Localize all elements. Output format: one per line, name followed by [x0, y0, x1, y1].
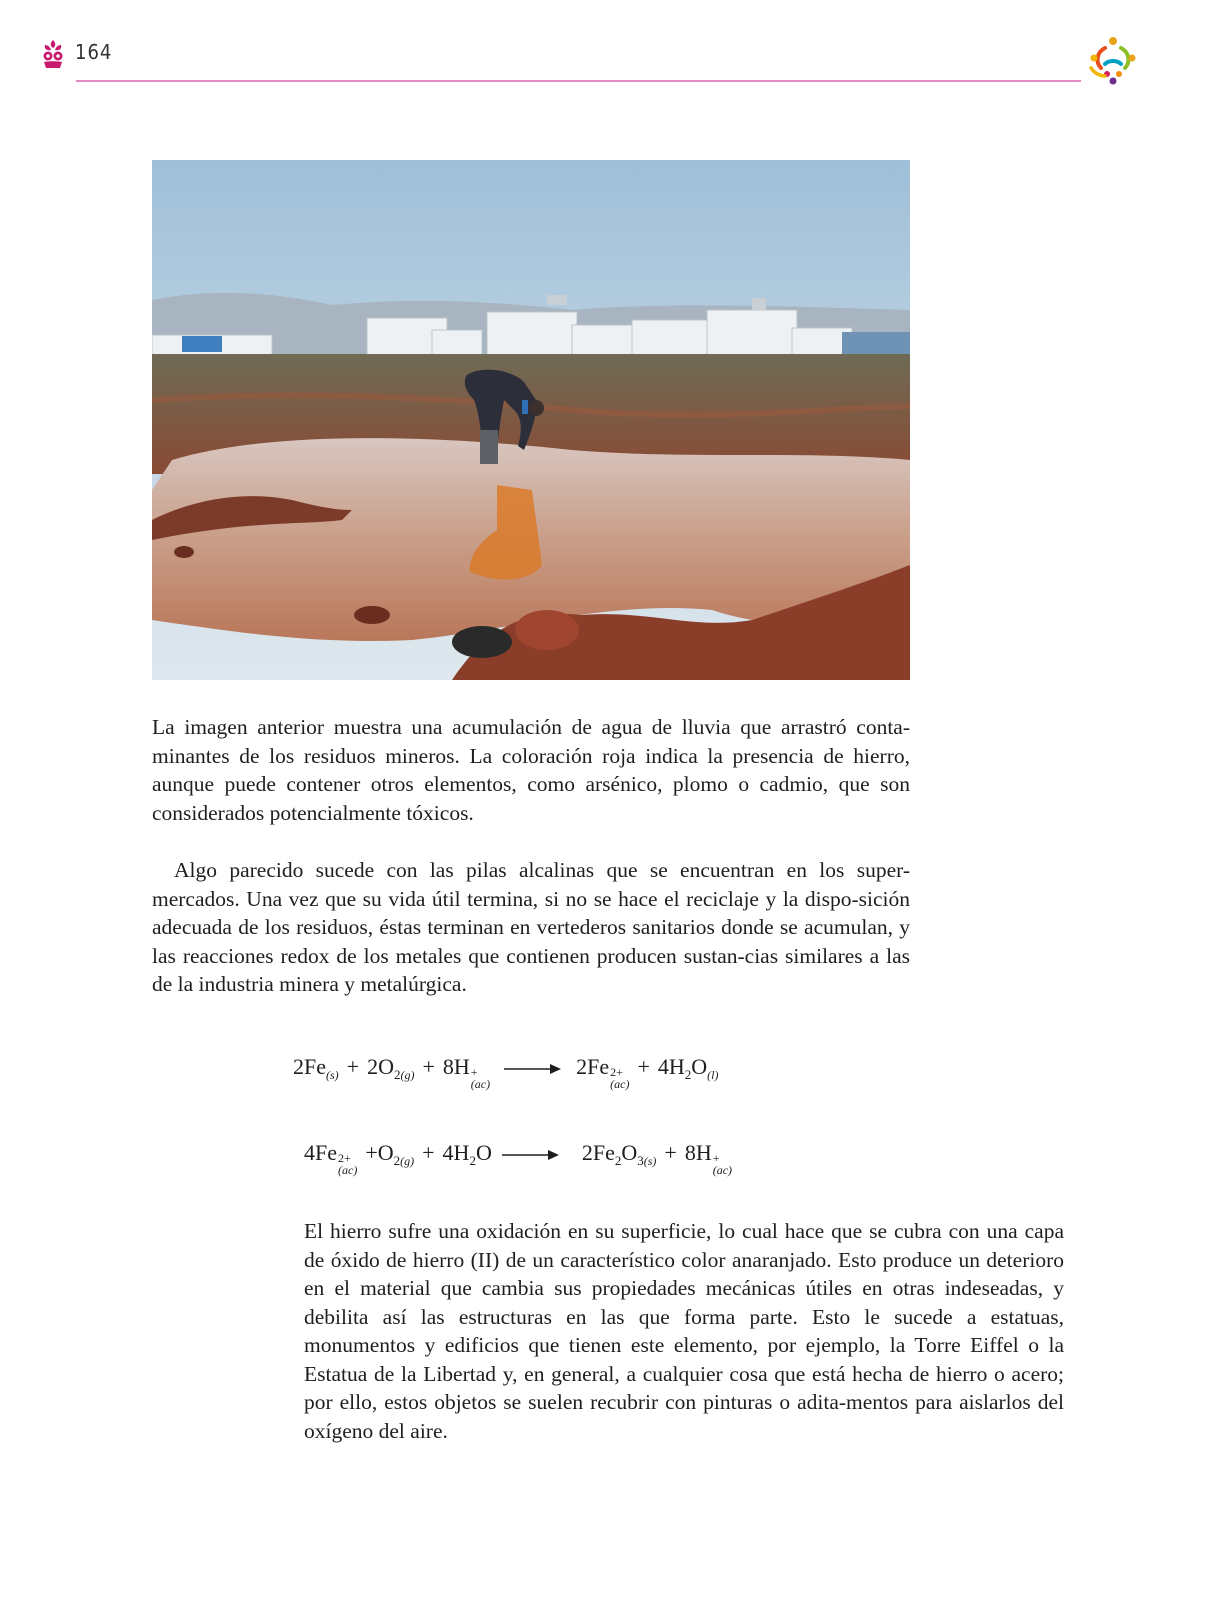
equation-iron-oxidation-1: 2Fe (s) + 2O 2 (g) + 8H + (ac) 2Fe 2+ (ac) + 4H 2 O (l) [293, 1054, 719, 1091]
eq1-term-h: 8H + (ac) [442, 1054, 491, 1091]
eq1-term-h2o: 4H 2 O (l) [657, 1054, 719, 1082]
header-rule [76, 80, 1081, 82]
page-header [0, 0, 1214, 100]
photo-red-rainwater-puddle [152, 160, 910, 680]
eq1-term-fe2: 2Fe 2+ (ac) [576, 1054, 630, 1091]
eq1-term-o2: 2O 2 (g) [367, 1054, 415, 1082]
paragraph-iron-oxidation: El hierro sufre una oxidación en su superficie, lo cual hace que se cubra con una capa de óxido de hierro (II) de un característico color anaranjado. Esto produce un deterioro en el material que cambia sus propiedades mecánicas útiles en otras indeseadas, y debilita así las estructuras en las que forma parte. Esto le sucede a estatuas, monumentos y edificios que tienen este elemento, por ejemplo, la Torre Eiffel o la Estatua de la Libertad y, en general, a cualquier cosa que está hecha de hierro o acero; por ello, estos objetos se suelen recubrir con pinturas o adita-mentos para aislarlos del oxígeno del aire. [304, 1219, 1064, 1443]
eq2-term-fe2: 4Fe 2+ (ac) [304, 1140, 358, 1177]
paragraph-rainwater-contaminants: La imagen anterior muestra una acumulación de agua de lluvia que arrastró conta-minantes de los residuos mineros. La coloración roja indica la presencia de hierro, aunque puede contener otros elementos, como arsénico, plomo o cadmio, que son considerados potencialmente tóxicos. [152, 715, 910, 825]
equation-iron-oxidation-2: 4Fe 2+ (ac) +O 2 (g) + 4H 2 O 2Fe 2 O 3 (s) + 8H + (ac) [304, 1140, 733, 1177]
paragraph-alkaline-batteries: Algo parecido sucede con las pilas alcalinas que se encuentran en los super-mercados. Una vez que su vida útil termina, si no se hace el reciclaje y la dispo-sición adecuada de los residuos, éstas terminan en vertederos sanitarios donde se acumulan, y las reacciones redox de los metales que contienen producen sustan-cias similares a las de la industria minera y metalúrgica. [152, 858, 910, 996]
eq2-term-fe2o3: 2Fe 2 O 3 (s) [581, 1140, 657, 1168]
eq2-term-h: 8H + (ac) [684, 1140, 733, 1177]
reaction-arrow-icon [504, 1062, 562, 1076]
eq1-term-fe: 2Fe (s) [293, 1054, 339, 1082]
colorful-dancing-figures-logo [1085, 34, 1141, 86]
reaction-arrow-icon [502, 1148, 560, 1162]
eq2-term-h2o: 4H 2 O [442, 1140, 492, 1168]
flower-ornament-icon [40, 38, 66, 70]
eq2-term-o2: +O 2 (g) [365, 1140, 415, 1168]
page-number: 164 [75, 40, 113, 64]
